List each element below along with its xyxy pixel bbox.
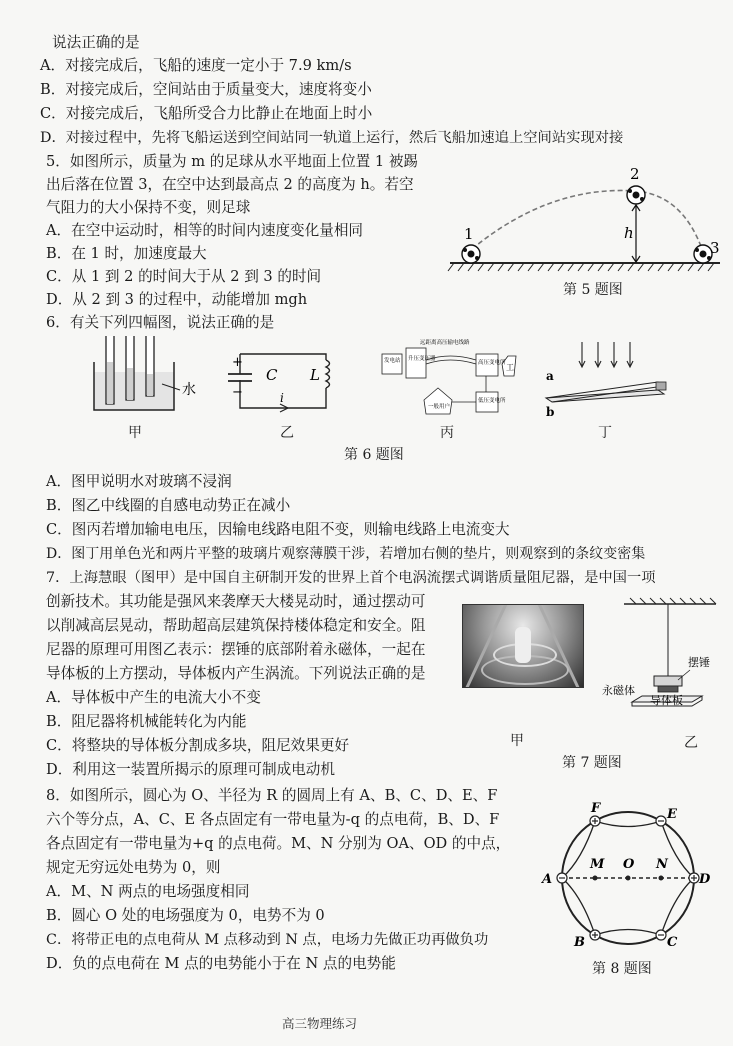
q6-fig-jia: [88, 332, 198, 417]
q6-label-c: C: [266, 366, 278, 384]
q6-caption-yi: 乙: [280, 425, 294, 441]
q5-label-3: 3: [710, 239, 720, 257]
q7-option-b: B．阻尼器将机械能转化为内能: [46, 713, 247, 730]
q5-label-h: h: [624, 224, 634, 242]
q5-option-c: C．从 1 到 2 的时间大于从 2 到 3 的时间: [46, 268, 322, 285]
q6-caption: 第 6 题图: [344, 447, 404, 463]
q6-stem: 6．有关下列四幅图，说法正确的是: [46, 314, 275, 331]
q8-option-a: A．M、N 两点的电场强度相同: [46, 883, 250, 900]
q8-label-d: D: [699, 872, 711, 887]
q5-option-b: B．在 1 时，加速度最大: [46, 245, 207, 262]
q8-label-e: E: [667, 807, 677, 822]
q6-option-d: D．图丁用单色光和两片平整的玻璃片观察薄膜干涉，若增加右侧的垫片，则观察到的条纹变密集: [46, 546, 646, 562]
q5-stem-line3: 气阻力的大小保持不变，则足球: [46, 199, 251, 216]
q6-caption-ding: 丁: [598, 425, 612, 441]
q7-option-a: A．导体板中产生的电流大小不变: [46, 689, 261, 706]
q6-fig-ding: [540, 338, 680, 418]
q5-label-2: 2: [630, 165, 640, 183]
q6-label-line: 远距离高压输电线路: [420, 340, 470, 346]
q7-option-c: C．将整块的导体板分割成多块，阻尼效果更好: [46, 737, 350, 754]
q6-caption-jia: 甲: [128, 425, 142, 441]
page-footer: 高三物理练习: [282, 1016, 358, 1031]
q6-option-b: B．图乙中线圈的自感电动势正在减小: [46, 497, 291, 514]
q7-option-d: D．利用这一装置所揭示的原理可制成电动机: [46, 761, 335, 778]
q6-label-factory: 工: [506, 363, 514, 372]
q7-label-bob: 摆锤: [688, 656, 710, 669]
q8-label-f: F: [591, 801, 601, 816]
q7-fig-yi: [598, 596, 718, 726]
q8-label-m: M: [590, 857, 605, 872]
q5-option-d: D．从 2 到 3 的过程中，动能增加 mgh: [46, 291, 308, 308]
q5-option-a: A．在空中运动时，相等的时间内速度变化量相同: [46, 222, 364, 239]
q6-fig-bing: [380, 336, 530, 420]
q7-stem-line3: 以削减高层晃动，帮助超高层建筑保持楼体稳定和安全。阻: [46, 617, 426, 634]
q8-label-c: C: [667, 935, 678, 950]
q7-stem-line5: 导体板的上方摆动，导体板内产生涡流。下列说法正确的是: [46, 665, 426, 682]
q7-caption-jia: 甲: [510, 733, 524, 749]
q6-fig-yi: [222, 334, 348, 414]
q6-label-plant: 发电站: [384, 358, 401, 364]
q8-option-c: C．将带正电的点电荷从 M 点移动到 N 点，电场力先做正功再做负功: [46, 932, 489, 948]
q8-stem-line3: 各点固定有一带电量为+q 的点电荷。M、N 分别为 OA、OD 的中点，: [46, 835, 511, 852]
q8-label-b: B: [574, 935, 585, 950]
q5-label-1: 1: [464, 225, 474, 243]
q4-stem-tail: 说法正确的是: [52, 34, 140, 51]
q7-stem-line2: 创新技术。其功能是强风来袭摩天大楼晃动时，通过摆动可: [46, 593, 426, 610]
q8-option-b: B．圆心 O 处的电场强度为 0，电势不为 0: [46, 907, 325, 924]
ball-2-icon: [627, 186, 645, 204]
q6-label-a: a: [546, 369, 554, 383]
q5-figure: [440, 165, 730, 280]
q6-label-l: L: [310, 366, 320, 384]
q7-label-magnet: 永磁体: [602, 684, 635, 697]
q8-stem-line1: 8．如图所示，圆心为 O、半径为 R 的圆周上有 A、B、C、D、E、F: [46, 787, 498, 804]
q8-label-o: O: [623, 857, 635, 872]
q7-caption-yi: 乙: [684, 735, 698, 751]
q4-option-b: B．对接完成后，空间站由于质量变大，速度将变小: [40, 81, 372, 98]
q4-option-c: C．对接完成后，飞船所受合力比静止在地面上时小: [40, 105, 373, 122]
q6-label-step-up: 升压变压器: [408, 356, 436, 362]
q4-option-d: D．对接过程中，先将飞船运送到空间站同一轨道上运行，然后飞船加速追上空间站实现对接: [40, 130, 624, 146]
q6-label-minus: −: [232, 385, 243, 400]
q6-option-c: C．图丙若增加输电电压，因输电线路电阻不变，则输电线路上电流变大: [46, 521, 510, 538]
q7-stem-line1: 7．上海慧眼（图甲）是中国自主研制开发的世界上首个电涡流摆式调谐质量阻尼器，是中国一项: [46, 570, 656, 586]
q8-stem-line4: 规定无穷远处电势为 0，则: [46, 859, 221, 876]
ball-1-icon: [462, 245, 480, 263]
q6-caption-bing: 丙: [440, 425, 454, 441]
q6-label-b: b: [546, 405, 555, 419]
q6-label-plus: +: [232, 355, 243, 370]
q7-caption: 第 7 题图: [562, 755, 622, 771]
q6-label-water: 水: [182, 382, 196, 398]
q8-option-d: D．负的点电荷在 M 点的电势能小于在 N 点的电势能: [46, 955, 396, 972]
q6-label-hv-sub: 高压变电所: [478, 360, 506, 366]
q6-label-lv-sub: 低压变电所: [478, 398, 506, 404]
q5-stem-line2: 出后落在位置 3，在空中达到最高点 2 的高度为 h。若空: [46, 176, 414, 193]
q5-caption: 第 5 题图: [563, 282, 623, 298]
q7-stem-line4: 尼器的原理可用图乙表示：摆锤的底部附着永磁体，一起在: [46, 641, 426, 658]
q6-label-user: 一般用户: [428, 404, 451, 410]
q6-option-a: A．图甲说明水对玻璃不浸润: [46, 473, 232, 490]
q8-stem-line2: 六个等分点，A、C、E 各点固定有一带电量为-q 的点电荷，B、D、F: [46, 811, 500, 828]
q8-label-n: N: [656, 857, 668, 872]
q4-option-a: A．对接完成后，飞船的速度一定小于 7.9 km/s: [40, 57, 352, 74]
q8-label-a: A: [542, 872, 553, 887]
q6-label-i: i: [280, 391, 284, 405]
q7-label-plate: 导体板: [650, 694, 683, 707]
damper-photo: [462, 604, 584, 688]
q8-figure: [536, 800, 722, 960]
q8-caption: 第 8 题图: [592, 961, 652, 977]
q5-stem-line1: 5．如图所示，质量为 m 的足球从水平地面上位置 1 被踢: [46, 153, 419, 170]
